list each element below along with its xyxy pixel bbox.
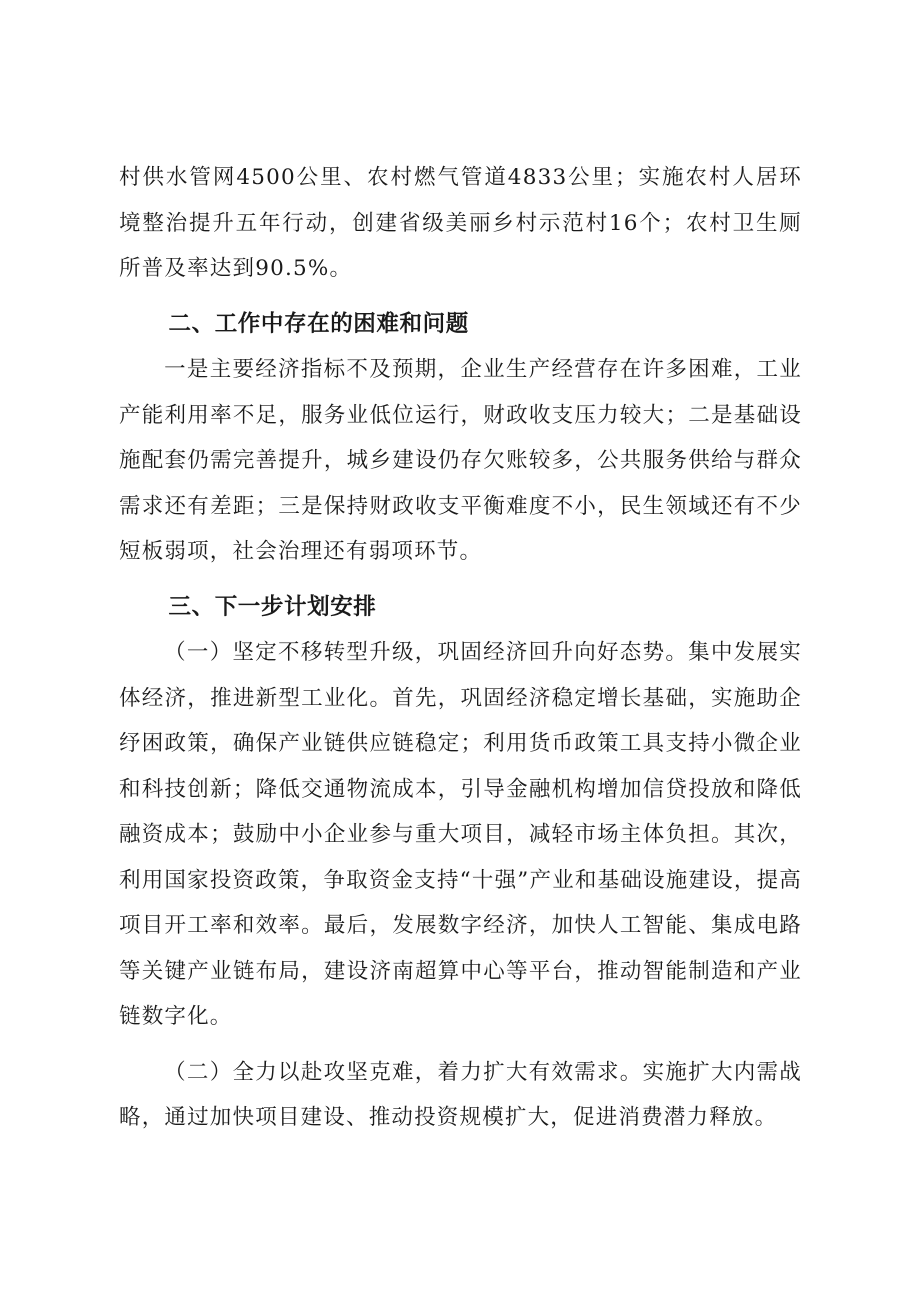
heading-next-steps: 三、下一步计划安排 — [168, 593, 377, 620]
paragraph-plan-2: （二）全力以赴攻坚克难，着力扩大有效需求。实施扩大内需战略，通过加快项目建设、推动投资规模扩大，促进消费潜力释放。 — [119, 1059, 802, 1130]
paragraph-plan-1: （一）坚定不移转型升级，巩固经济回升向好态势。集中发展实体经济，推进新型工业化。首先，巩固经济稳定增长基础，实施助企纾困政策，确保产业链供应链稳定；利用货币政策工具支持小微企业和科技创新；降低交通物流成本，引导金融机构增加信贷投放和降低融资成本；鼓励中小企业参与重大项目，减轻市场主体负担。其次，利用国家投资政策，争取资金支持“十强”产业和基础设施建设，提高项目开工率和效率。最后，发展数字经济，加快人工智能、集成电路等关键产业链布局，建设济南超算中心等平台，推动智能制造和产业链数字化。 — [119, 640, 802, 1029]
paragraph-intro: 村供水管网4500公里、农村燃气管道4833公里；实施农村人居环境整治提升五年行动，创建省级美丽乡村示范村16个；农村卫生厕所普及率达到90.5%。 — [119, 165, 802, 281]
paragraph-problems: 一是主要经济指标不及预期，企业生产经营存在许多困难，工业产能利用率不足，服务业低位运行，财政收支压力较大；二是基础设施配套仍需完善提升，城乡建设仍存欠账较多，公共服务供给与群众需求还有差距；三是保持财政收支平衡难度不小，民生领域还有不少短板弱项，社会治理还有弱项环节。 — [119, 357, 802, 564]
heading-difficulties: 二、工作中存在的困难和问题 — [168, 310, 469, 337]
